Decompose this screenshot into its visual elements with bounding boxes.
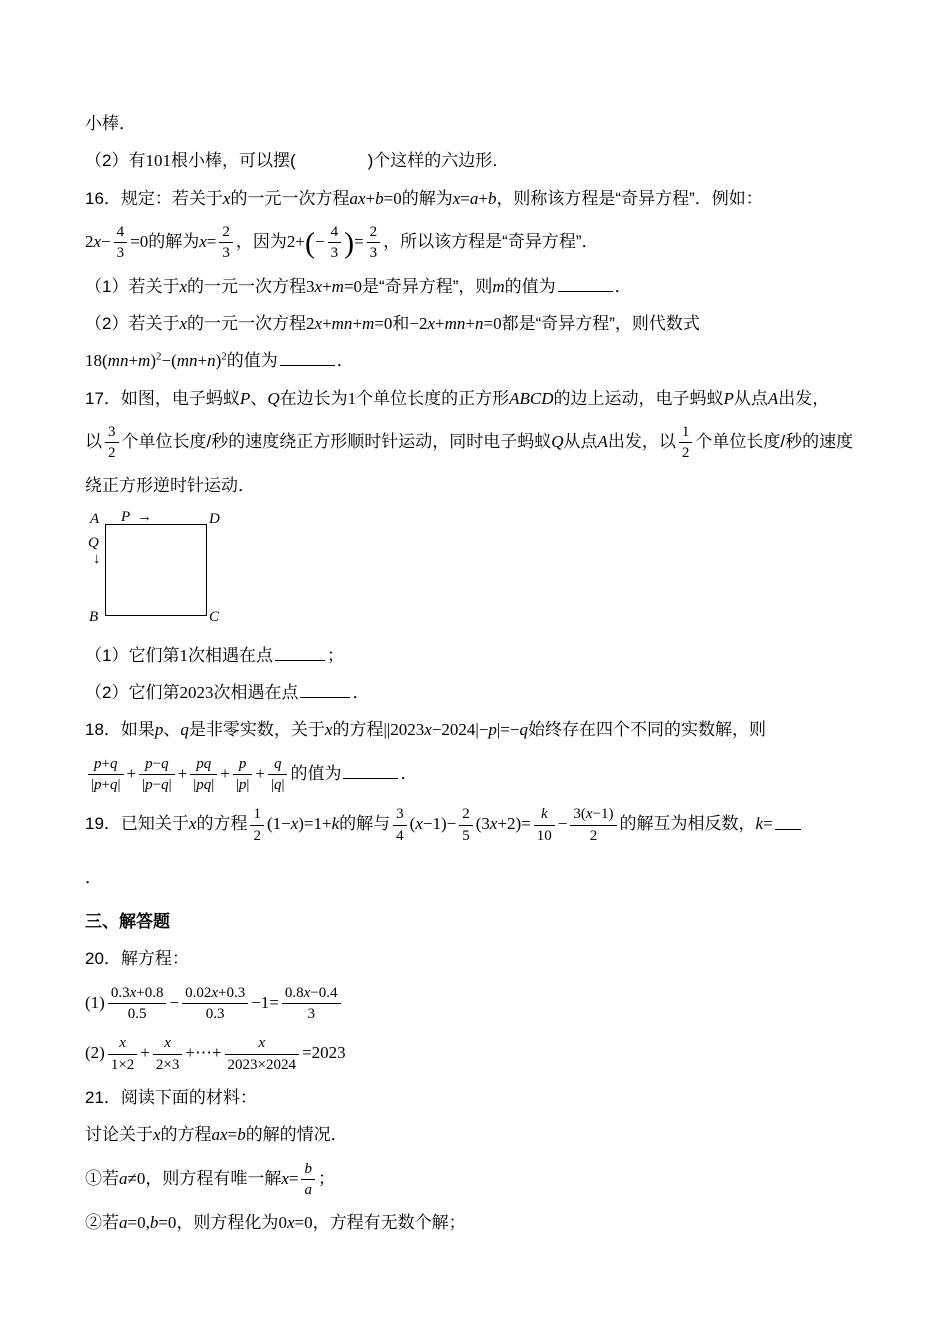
fraction [190, 755, 217, 795]
text-run: 的值为 [226, 351, 278, 371]
math-run: x [324, 720, 333, 740]
text-run: )个这样的六边形． [367, 151, 510, 171]
text-run: 都是“奇异方程”，则代数式 [501, 313, 700, 333]
text-run: 的方程 [160, 1125, 212, 1145]
math-run: x [179, 276, 188, 296]
text-run: （2）有 [85, 151, 146, 171]
vertex-label-a: A [90, 510, 100, 527]
text-run: 始终存在四个不同的实数解，则 [527, 720, 766, 740]
text-line [85, 946, 870, 972]
text-run: 从点 [733, 388, 768, 408]
math-run: ||2023x−2024|−p|=−q [383, 720, 528, 740]
math-run: + [177, 764, 188, 784]
text-run: 的边上运动，电子蚂蚁 [553, 388, 724, 408]
math-run: 1 [679, 423, 693, 443]
document-section-bottom [85, 643, 870, 1237]
fraction [139, 755, 175, 795]
text-run: ． [400, 764, 418, 784]
text-run: 次相遇在点 [187, 645, 273, 665]
blank-field [275, 645, 325, 661]
number-run: 2023 [179, 683, 214, 703]
math-run: p [154, 720, 164, 740]
text-line [85, 805, 870, 845]
math-run: pq [190, 755, 217, 775]
down-arrow-icon: ↓ [93, 550, 101, 567]
math-run: − [314, 232, 325, 252]
number-run: 101 [145, 151, 171, 171]
vertex-label-b: B [89, 608, 99, 625]
math-run: p [233, 755, 253, 775]
text-line [85, 755, 870, 795]
text-run: 16．规定：若关于 [85, 188, 223, 208]
fraction [153, 1034, 182, 1074]
text-line [85, 1210, 870, 1236]
math-run: x= [281, 1168, 299, 1188]
text-run: 个单位长度/秒的速度 [695, 432, 854, 452]
text-run: ． [352, 683, 370, 703]
blank-field [280, 350, 335, 366]
text-run: ； [317, 1168, 335, 1188]
text-line [85, 386, 870, 412]
text-line [85, 348, 870, 374]
math-run: 1 [250, 805, 264, 825]
math-run: 3 [330, 245, 339, 262]
math-run: 2x− [85, 232, 111, 252]
text-run: ，方程有无数个解； [312, 1213, 466, 1232]
text-run: ②若 [85, 1213, 119, 1232]
text-line [85, 1034, 870, 1074]
text-run: 的解为 [148, 232, 200, 252]
right-arrow-icon: → [137, 508, 152, 525]
fraction [268, 755, 288, 795]
text-run: 个单位长度/秒的速度绕正方形顺时针运动，同时电子蚂蚁 [121, 432, 552, 452]
section-heading: 三、解答题 [85, 912, 170, 932]
math-run: 2+ [286, 232, 305, 252]
math-run: 2 [459, 805, 473, 825]
blank-field [300, 682, 350, 698]
text-line [85, 984, 870, 1024]
math-run: 2 [589, 827, 598, 844]
math-run: q [268, 755, 288, 775]
text-line [85, 1085, 870, 1111]
math-run: 2 [681, 445, 690, 462]
big-paren: ) [344, 226, 355, 260]
text-run: （1）它们第 [85, 645, 180, 665]
document-section-top [85, 111, 870, 500]
fraction [534, 805, 555, 845]
text-run: 在边长为 [279, 388, 348, 408]
fraction [282, 984, 341, 1024]
text-run: （2）若关于 [85, 313, 180, 333]
math-run: 0.5 [127, 1006, 147, 1023]
text-run: 19．已知关于 [85, 814, 189, 834]
vertex-label-c: C [209, 608, 220, 625]
math-run: q [180, 720, 189, 740]
blank-field [343, 763, 398, 779]
text-run: 是非零实数，关于 [188, 720, 325, 740]
text-run: （2）它们第 [85, 683, 180, 703]
math-run: 3 [105, 423, 119, 443]
text-line [85, 1160, 870, 1200]
fraction [182, 984, 248, 1024]
text-run: 根小棒，可以摆( [170, 151, 296, 171]
math-run: x=a+b [452, 188, 497, 208]
fraction [679, 423, 693, 463]
square-diagram [87, 508, 327, 629]
math-run: a=0,b=0 [119, 1213, 177, 1232]
superscript: 2 [156, 350, 162, 363]
math-run: P [239, 388, 251, 408]
math-run: =2023 [302, 1043, 346, 1063]
blank-field [775, 814, 801, 830]
math-run: 3(x−1) [570, 805, 616, 825]
text-run: ，则称该方程是“奇异方程”．例如： [496, 188, 763, 208]
text-run: ，所以该方程是“奇异方程”． [383, 232, 599, 252]
math-run: 0.3x+0.8 [108, 984, 167, 1004]
text-run: 20．解方程： [85, 949, 189, 969]
fraction [301, 1160, 315, 1200]
math-run: 4 [114, 223, 128, 243]
math-run: p+q [88, 755, 124, 775]
math-run: x [188, 814, 197, 834]
math-run: 1×2 [110, 1056, 135, 1073]
math-run: a≠0 [119, 1168, 146, 1188]
math-run: ABCD [509, 388, 554, 408]
math-run: ax=b [211, 1125, 246, 1145]
text-line [85, 423, 870, 463]
text-run: 以 [85, 432, 102, 452]
math-run: − [169, 993, 180, 1013]
math-run: Q [551, 432, 564, 452]
text-run: 的解互为相反数， [619, 814, 756, 834]
text-run: 的一元一次方程 [187, 276, 307, 296]
math-run: 2 [367, 223, 381, 243]
text-run: ； [326, 645, 344, 665]
math-run: (3x+2)= [475, 814, 531, 834]
text-line [85, 680, 870, 706]
math-run: k [534, 805, 555, 825]
math-run: 2023×2024 [227, 1056, 297, 1073]
text-line [85, 473, 870, 499]
math-run: 3 [307, 1006, 315, 1023]
text-line [85, 643, 870, 669]
spacer [296, 165, 368, 166]
text-run: ． [85, 867, 102, 887]
text-run: 出发， [778, 388, 830, 408]
math-run: 2x+mn+m=0 [306, 313, 393, 333]
text-line [85, 1122, 870, 1148]
text-run: 的方程 [332, 720, 384, 740]
text-run: ． [614, 276, 632, 296]
text-run: 是“奇异方程”，则 [362, 276, 493, 296]
number-run: (1) [85, 993, 105, 1013]
number-run: 1 [179, 645, 188, 665]
fraction [108, 984, 167, 1024]
math-run: −2x+mn+n=0 [409, 313, 502, 333]
text-line [85, 311, 870, 337]
text-run: 个单位长度的正方形 [356, 388, 510, 408]
fraction [367, 223, 381, 263]
math-run: 4 [328, 223, 342, 243]
text-line [85, 186, 870, 212]
fraction [108, 1034, 137, 1074]
fraction [233, 755, 253, 795]
square-shape [105, 524, 207, 616]
math-run: 3 [116, 245, 125, 262]
text-run: ，则方程化为 [176, 1213, 279, 1232]
text-run: 17．如图，电子蚂蚁 [85, 388, 240, 408]
text-run: ，因为 [235, 232, 287, 252]
math-run: 10 [536, 827, 552, 844]
text-run: （1）若关于 [85, 276, 180, 296]
math-run: Q [267, 388, 280, 408]
text-run: 、 [163, 720, 181, 740]
text-line [85, 223, 870, 263]
math-run: x [225, 1034, 299, 1054]
math-run: = [354, 232, 364, 252]
fraction [114, 223, 128, 263]
text-line [85, 865, 870, 891]
fraction [88, 755, 124, 795]
math-run: 5 [462, 827, 470, 844]
math-run: k= [755, 814, 773, 834]
ant-q-label: Q [88, 534, 99, 551]
math-run: A [767, 388, 779, 408]
math-run: 0.3 [205, 1006, 225, 1023]
text-run: 的值为 [290, 764, 342, 784]
math-run: A [597, 432, 608, 452]
text-run: 次相遇在点 [213, 683, 299, 703]
big-paren: ( [304, 226, 315, 260]
number-run: (2) [85, 1043, 105, 1063]
math-run: x [179, 313, 188, 333]
fraction [105, 423, 119, 463]
math-run: x= [199, 232, 217, 252]
text-run: ． [336, 351, 354, 371]
math-run: |p+q| [91, 777, 121, 794]
math-run: + [140, 1043, 150, 1063]
text-run: 讨论关于 [85, 1125, 153, 1145]
fraction [393, 805, 407, 845]
math-run: (x−1)− [409, 814, 457, 834]
text-run: 18．如果 [85, 720, 155, 740]
math-run: a [304, 1181, 312, 1198]
text-run: 的解为 [401, 188, 453, 208]
math-run: 0x=0 [278, 1213, 313, 1232]
text-line [85, 148, 870, 174]
text-run: 的解与 [339, 814, 391, 834]
fraction [328, 223, 342, 263]
math-run: ax+b=0 [349, 188, 402, 208]
number-run: 1 [347, 388, 357, 408]
math-run: p−q [139, 755, 175, 775]
math-run: +⋯+ [185, 1043, 222, 1063]
fraction [459, 805, 473, 845]
vertex-label-d: D [209, 510, 220, 527]
math-run: 2 [219, 223, 233, 243]
math-run: + [220, 764, 230, 784]
blank-field [558, 276, 613, 292]
text-run: 的值为 [504, 276, 556, 296]
text-line [85, 111, 870, 137]
math-run: x [108, 1034, 137, 1054]
text-run: 的一元一次方程 [230, 188, 350, 208]
text-run: 小棒． [85, 114, 136, 133]
text-run: 、 [250, 388, 268, 408]
ant-p-label: P [121, 508, 131, 525]
text-run: 从点 [563, 432, 598, 452]
math-run: 3 [369, 245, 378, 262]
fraction [219, 223, 233, 263]
math-run: |pq| [193, 777, 215, 794]
text-run: 的方程 [196, 814, 248, 834]
text-run: 21．阅读下面的材料： [85, 1087, 257, 1107]
math-run: 0.8x−0.4 [282, 984, 341, 1004]
math-run: + [126, 764, 137, 784]
text-run: ①若 [85, 1168, 119, 1188]
math-run: m [492, 276, 505, 296]
math-run: =0 [130, 232, 149, 252]
math-run: |p| [235, 777, 250, 794]
fraction [225, 1034, 299, 1074]
math-run: x [222, 188, 231, 208]
math-run: b [301, 1160, 315, 1180]
math-run: 2 [253, 827, 261, 844]
text-run: 的一元一次方程 [187, 313, 307, 333]
text-run: 的解的情况． [245, 1125, 348, 1145]
text-run: 和 [392, 313, 410, 333]
text-line [85, 274, 870, 300]
text-run: 出发，以 [607, 432, 676, 452]
math-run: 3 [222, 245, 230, 262]
math-run: −1= [251, 993, 279, 1013]
math-run: P [723, 388, 734, 408]
math-run: 18(mn+m) [85, 351, 156, 371]
math-run: 0.02x+0.3 [182, 984, 248, 1004]
math-run: x [153, 1125, 161, 1145]
text-run: 绕正方形逆时针运动． [85, 476, 255, 496]
text-run: ，则方程有唯一解 [145, 1168, 282, 1188]
math-run: 2 [108, 445, 116, 462]
math-run: 3 [393, 805, 407, 825]
math-run: 4 [396, 827, 404, 844]
superscript: 2 [221, 350, 227, 363]
math-run: 3x+m=0 [306, 276, 363, 296]
text-line [85, 717, 870, 743]
math-run: − [557, 814, 568, 834]
fraction [250, 805, 264, 845]
text-line [85, 909, 870, 935]
math-run: |p−q| [142, 777, 172, 794]
math-run: 2×3 [155, 1056, 180, 1073]
fraction [570, 805, 616, 845]
math-run: x [153, 1034, 182, 1054]
math-run: −(mn+n) [161, 351, 222, 371]
math-run: (1−x)=1+k [266, 814, 340, 834]
math-run: + [255, 764, 265, 784]
math-run: |q| [270, 777, 285, 794]
